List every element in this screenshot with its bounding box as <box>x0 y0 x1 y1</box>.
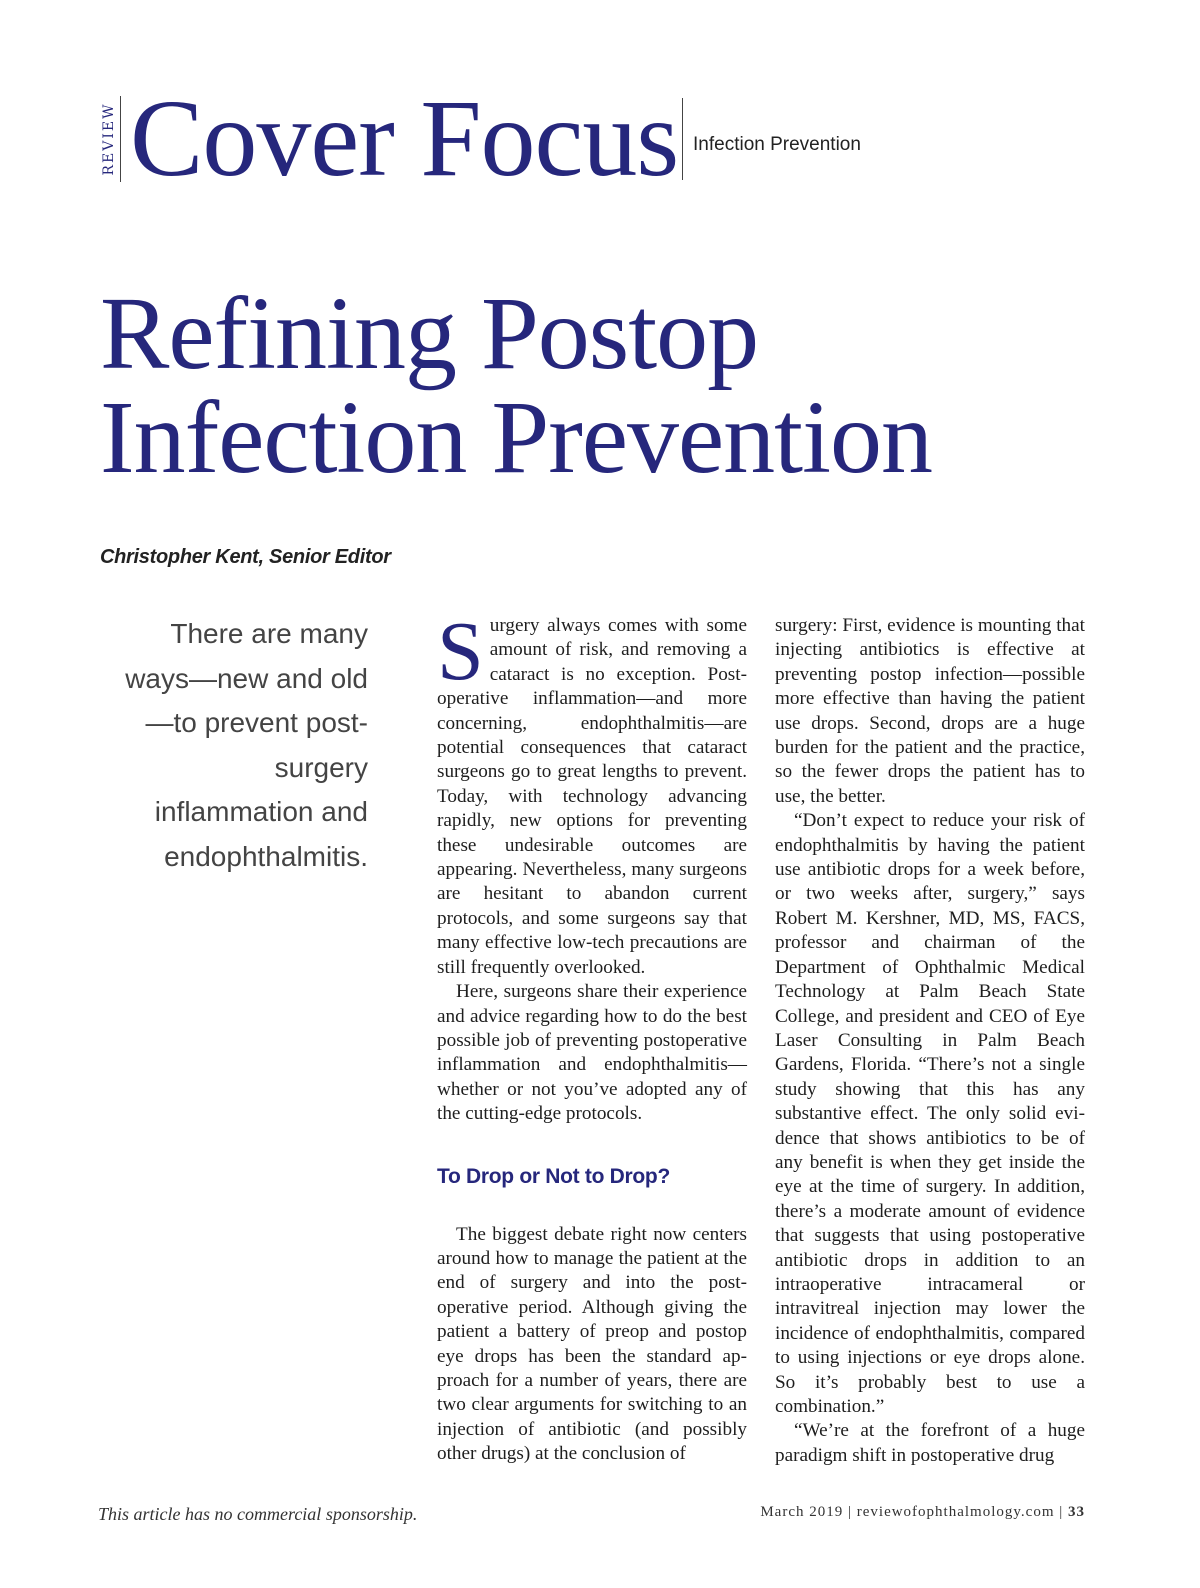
body-column-2 <box>775 614 1085 1468</box>
headline-line-2: Infection Prevention <box>100 380 932 495</box>
footer-separator: | <box>1059 1504 1068 1520</box>
pull-quote: There are many ways—new and old—to prevent post-surgery inflammation and endophthalmitis. <box>125 618 368 872</box>
page-footer <box>760 1504 1085 1521</box>
footer-separator: | <box>847 1504 857 1520</box>
headline-line-1: Refining Postop <box>100 276 759 391</box>
paragraph-3: The biggest debate right now centers around how to manage the patient at the end of surgery and into the postoperative period. Although giving the patient a battery of preop and postop eye drops has been the standard approach for a number of years, there are two clear arguments for switching to an injection of antibiotic (and possibly other drugs) at the conclusion of <box>437 1223 747 1465</box>
header-divider <box>682 98 683 180</box>
section-label: Infection Prevention <box>693 134 861 155</box>
drop-cap: S <box>437 605 484 698</box>
byline: Christopher Kent, Senior Editor <box>100 546 391 568</box>
col2-paragraph-1: surgery: First, evidence is mounting that injecting antibiotics is effective at preventing postop infection—possible more effective than having the patient use drops. Second, drops are a huge burden for the patient and the practice, so the fewer drops the patient has to use, the better. <box>775 615 1085 807</box>
paragraph-2: Here, surgeons share their experience and advice regarding how to do the best possible job of preventing postoperative inflammation and endophthalmitis—whether or not you’ve adopted any of the cutting-edge protocols. <box>437 981 747 1125</box>
paragraph-1-text: urgery always comes with some amount of risk, and removing a cataract is no exception. Postoperative inflammation—and more concerning, endophthalmitis—are potential consequences that cataract surgeons go to great lengths to prevent. Today, with technology advancing rapidly, new options for preventing these undesirable outcomes are appearing. Nevertheless, many surgeons are hesitant to abandon current protocols, and some surgeons say that many effective low-tech precautions are still frequently overlooked. <box>437 615 747 978</box>
article-headline <box>100 276 1100 495</box>
cover-focus-title: Cover Focus <box>130 77 679 199</box>
paragraph-1 <box>437 605 747 980</box>
page-number: 33 <box>1068 1504 1085 1520</box>
footer-site: reviewofophthalmology.com <box>856 1504 1055 1520</box>
review-vertical-label <box>98 96 121 182</box>
col2-paragraph-2: “Don’t expect to reduce your risk of endophthalmitis by having the patient use antibiotic drops for a week before, or two weeks after, surgery,” says Robert M. Kershner, MD, MS, FACS, professor and chairman of the Department of Ophthalmic Medical Technology at Palm Beach State College, and president and CEO of Eye Laser Consulting in Palm Beach Gardens, Florida. “There’s not a single study showing that this has any substantive effect. The only solid evidence that shows antibiotics to be of any benefit is when they get inside the eye at the time of surgery. In addition, there’s a moderate amount of evidence that suggests that using postoperative antibiotic drops in addition to an intraoperative intracameral or intravitreal injection may lower the incidence of endophthalmitis, compared to using injections or eye drops alone. So it’s probably best to use a combination.” <box>775 810 1085 1417</box>
sponsorship-note: This article has no commercial sponsorship. <box>98 1504 418 1524</box>
footer-date: March 2019 <box>760 1504 844 1520</box>
review-label: REVIEW <box>101 102 117 176</box>
col2-paragraph-3: “We’re at the forefront of a huge paradigm shift in postoperative drug <box>775 1420 1085 1466</box>
subhead: To Drop or Not to Drop? <box>437 1164 670 1188</box>
body-column-1 <box>437 605 747 1467</box>
